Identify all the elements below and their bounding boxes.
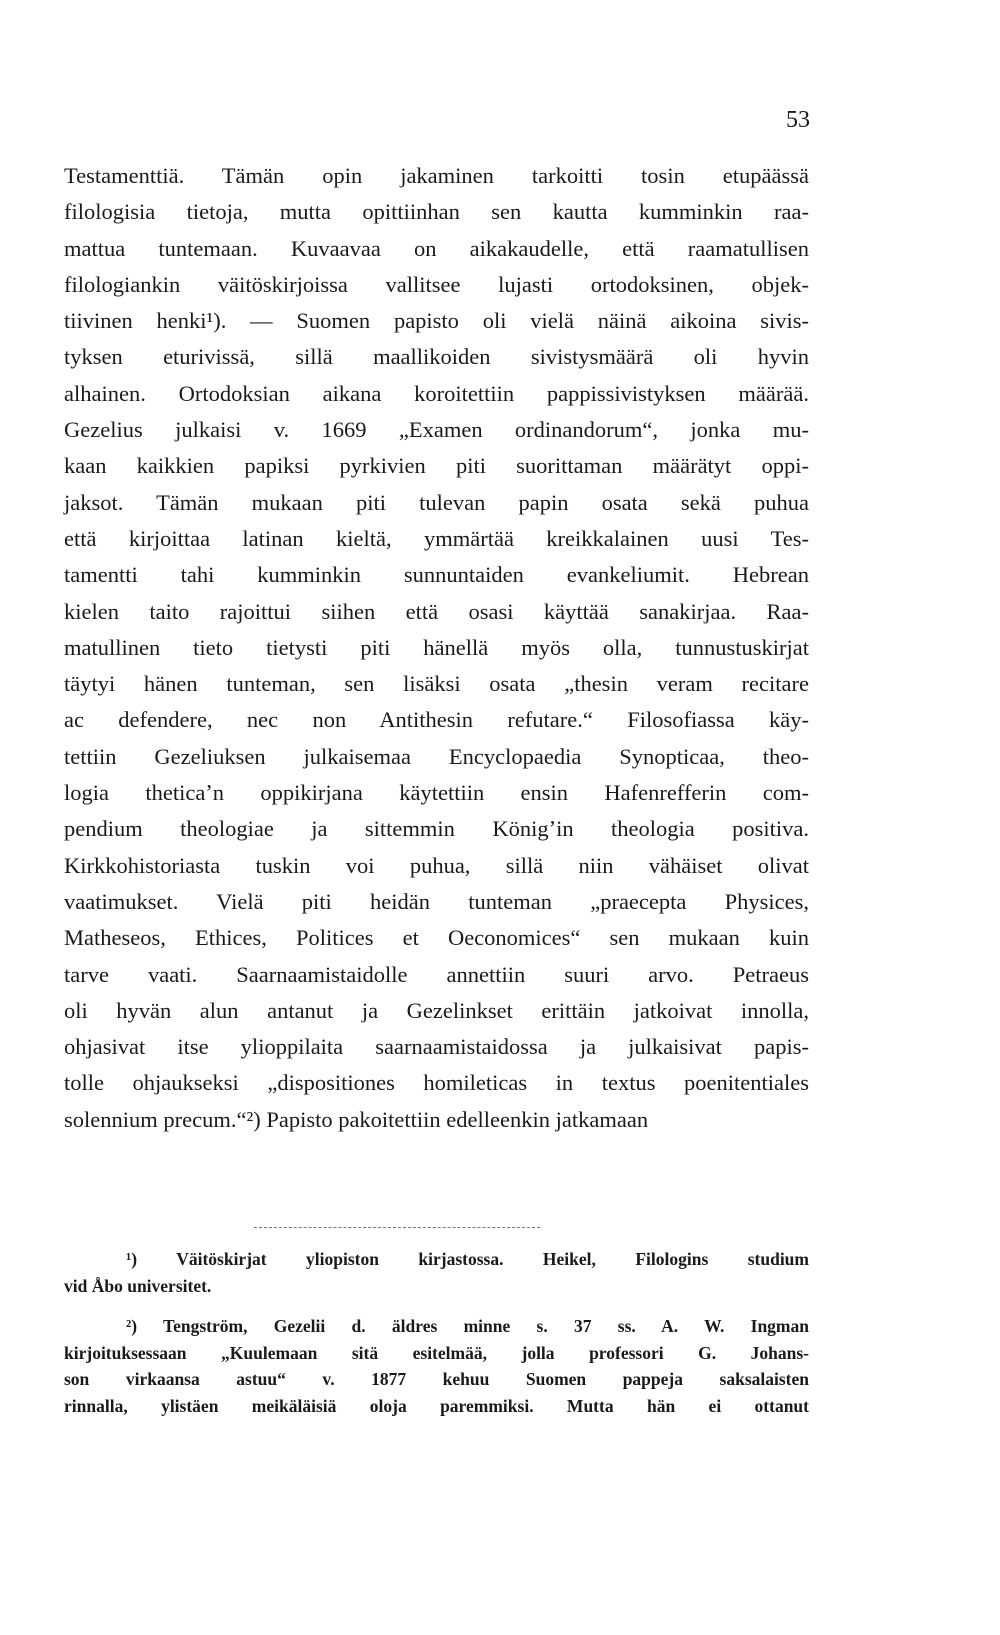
text-line: tarve vaati. Saarnaamistaidolle annettiin suuri arvo. Petraeus bbox=[64, 961, 809, 987]
body-text bbox=[64, 158, 809, 1138]
footnote-line: ¹) Väitöskirjat yliopiston kirjastossa. Heikel, Filologins studium bbox=[126, 1249, 809, 1269]
text-line: matullinen tieto tietysti piti hänellä myös olla, tunnustuskirjat bbox=[64, 634, 809, 660]
text-line: logia theticaʼn oppikirjana käytettiin ensin Hafenrefferin com- bbox=[64, 780, 809, 806]
text-line: vaatimukset. Vielä piti heidän tunteman „praecepta Physices, bbox=[64, 888, 809, 914]
footnote-2 bbox=[64, 1313, 809, 1419]
text-line: solennium precum.“²) Papisto pakoitettiin edelleenkin jatkamaan bbox=[64, 1106, 649, 1132]
text-line: mattua tuntemaan. Kuvaavaa on aikakaudelle, että raamatullisen bbox=[64, 235, 809, 261]
text-line: tamentti tahi kumminkin sunnuntaiden evankeliumit. Hebrean bbox=[64, 562, 809, 588]
text-line: filologiankin väitöskirjoissa vallitsee lujasti ortodoksinen, objek- bbox=[64, 271, 809, 297]
text-line: pendium theologiae ja sittemmin Königʼin theologia positiva. bbox=[64, 816, 809, 842]
text-line: Matheseos, Ethices, Politices et Oeconomices“ sen mukaan kuin bbox=[64, 925, 809, 951]
footnote-1 bbox=[64, 1246, 809, 1299]
text-line: kaan kaikkien papiksi pyrkivien piti suorittaman määrätyt oppi- bbox=[64, 453, 809, 479]
page-number: 53 bbox=[786, 107, 810, 133]
text-line: täytyi hänen tunteman, sen lisäksi osata „thesin veram recitare bbox=[64, 671, 809, 697]
text-line: tiivinen henki¹). — Suomen papisto oli vielä näinä aikoina sivis- bbox=[64, 308, 809, 334]
text-line: alhainen. Ortodoksian aikana koroitettiin pappissivistyksen määrää. bbox=[64, 380, 809, 406]
text-line: tolle ohjaukseksi „dispositiones homileticas in textus poenitentiales bbox=[64, 1070, 809, 1096]
text-line: Gezelius julkaisi v. 1669 „Examen ordinandorum“, jonka mu- bbox=[64, 417, 809, 443]
footnote-line: ²) Tengström, Gezelii d. äldres minne s. 37 ss. A. W. Ingman bbox=[126, 1316, 809, 1336]
text-line: Testamenttiä. Tämän opin jakaminen tarkoitti tosin etupäässä bbox=[64, 163, 809, 188]
footnote-divider bbox=[254, 1227, 540, 1228]
footnote-line: kirjoituksessaan „Kuulemaan sitä esitelmää, jolla professori G. Johans- bbox=[64, 1342, 809, 1363]
text-line: tyksen eturivissä, sillä maallikoiden sivistysmäärä oli hyvin bbox=[64, 344, 809, 370]
text-line: tettiin Gezeliuksen julkaisemaa Encyclopaedia Synopticaa, theo- bbox=[64, 743, 809, 769]
footnote-line: vid Åbo universitet. bbox=[64, 1275, 212, 1296]
text-line: ac defendere, nec non Antithesin refutare.“ Filosofiassa käy- bbox=[64, 707, 809, 733]
text-line: kielen taito rajoittui siihen että osasi käyttää sanakirjaa. Raa- bbox=[64, 598, 809, 624]
text-line: jaksot. Tämän mukaan piti tulevan papin osata sekä puhua bbox=[64, 489, 809, 515]
footnote-line: rinnalla, ylistäen meikäläisiä oloja paremmiksi. Mutta hän ei ottanut bbox=[64, 1395, 809, 1416]
text-line: ohjasivat itse ylioppilaita saarnaamistaidossa ja julkaisivat papis- bbox=[64, 1034, 809, 1060]
text-line: oli hyvän alun antanut ja Gezelinkset erittäin jatkoivat innolla, bbox=[64, 997, 809, 1023]
text-line: että kirjoittaa latinan kieltä, ymmärtää kreikkalainen uusi Tes- bbox=[64, 525, 809, 551]
footnote-line: son virkaansa astuu“ v. 1877 kehuu Suomen pappeja saksalaisten bbox=[64, 1369, 809, 1389]
text-line: Kirkkohistoriasta tuskin voi puhua, sillä niin vähäiset olivat bbox=[64, 852, 809, 878]
footnotes bbox=[64, 1246, 809, 1419]
text-line: filologisia tietoja, mutta opittiinhan sen kautta kumminkin raa- bbox=[64, 199, 809, 225]
